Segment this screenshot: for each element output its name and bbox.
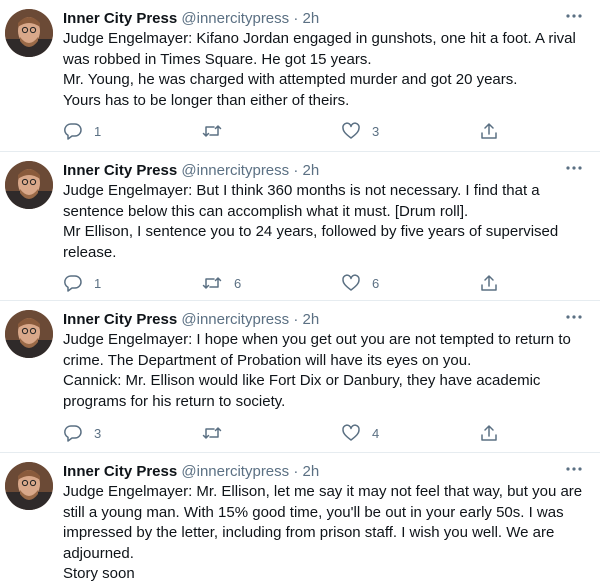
author-handle[interactable]: @innercitypress — [181, 10, 290, 27]
reply-icon — [63, 273, 83, 293]
share-icon — [479, 121, 499, 141]
author-name[interactable]: Inner City Press — [63, 463, 178, 480]
like-count: 6 — [372, 275, 380, 291]
tweet[interactable] — [0, 0, 600, 152]
tweet-line: Judge Engelmayer: Kifano Jordan engaged in gunshots, one hit a foot. A rival was robbed in Times Square. He got 15 years. — [63, 30, 576, 68]
reply-count: 1 — [94, 275, 102, 291]
tweet-line: Judge Engelmayer: But I think 360 months is not necessary. I find that a sentence below this can accomplish what it must. [Drum roll]. — [63, 182, 540, 220]
retweet-icon — [201, 423, 223, 443]
more-options-icon[interactable] — [564, 160, 584, 176]
author-handle[interactable]: @innercitypress — [181, 311, 290, 328]
avatar[interactable] — [5, 161, 53, 209]
retweet-icon — [201, 121, 223, 141]
tweet[interactable] — [0, 301, 600, 453]
like-button[interactable] — [341, 272, 379, 294]
like-count: 4 — [372, 425, 380, 441]
share-button[interactable] — [479, 422, 499, 444]
like-button[interactable] — [341, 120, 379, 142]
tweet-line: Mr. Young, he was charged with attempted murder and got 20 years. — [63, 71, 518, 88]
tweet-text — [63, 29, 583, 111]
like-count: 3 — [372, 123, 380, 139]
tweet[interactable] — [0, 453, 600, 588]
separator: · — [293, 311, 299, 328]
author-name[interactable]: Inner City Press — [63, 10, 178, 27]
tweet-line: Mr Ellison, I sentence you to 24 years, followed by five years of supervised release. — [63, 223, 559, 261]
tweet-header — [63, 462, 319, 482]
like-button[interactable] — [341, 422, 379, 444]
separator: · — [293, 10, 299, 27]
retweet-button[interactable] — [201, 120, 234, 142]
heart-icon — [341, 423, 361, 443]
retweet-button[interactable] — [201, 422, 234, 444]
tweet-text — [63, 482, 583, 585]
tweet-actions — [63, 120, 503, 142]
share-icon — [479, 273, 499, 293]
heart-icon — [341, 273, 361, 293]
tweet-header — [63, 9, 319, 29]
share-icon — [479, 423, 499, 443]
reply-count: 1 — [94, 123, 102, 139]
tweet-actions — [63, 272, 503, 294]
avatar[interactable] — [5, 310, 53, 358]
retweet-button[interactable] — [201, 272, 241, 294]
reply-button[interactable] — [63, 272, 101, 294]
tweet-line: Judge Engelmayer: Mr. Ellison, let me say it may not feel that way, but you are still a young man. With 15% good time, you'll be out in your early 50s. I was impressed by the letter, including from prison staff. I wish you well. We are adjourned. — [63, 483, 583, 562]
separator: · — [293, 463, 299, 480]
more-options-icon[interactable] — [564, 8, 584, 24]
timestamp[interactable]: 2h — [302, 162, 320, 179]
heart-icon — [341, 121, 361, 141]
tweet-header — [63, 310, 319, 330]
tweet-actions — [63, 422, 503, 444]
tweet-header — [63, 161, 319, 181]
timestamp[interactable]: 2h — [302, 311, 320, 328]
author-handle[interactable]: @innercitypress — [181, 162, 290, 179]
retweet-count: 6 — [234, 275, 242, 291]
tweet[interactable] — [0, 152, 600, 301]
share-button[interactable] — [479, 272, 499, 294]
more-options-icon[interactable] — [564, 309, 584, 325]
tweet-text — [63, 330, 583, 412]
separator: · — [293, 162, 299, 179]
tweet-line: Story soon — [63, 565, 135, 582]
avatar[interactable] — [5, 9, 53, 57]
tweet-line: Judge Engelmayer: I hope when you get out you are not tempted to return to crime. The Department of Probation will have its eyes on you. — [63, 331, 571, 369]
reply-icon — [63, 423, 83, 443]
tweet-line: Cannick: Mr. Ellison would like Fort Dix or Danbury, they have academic programs for his return to society. — [63, 372, 541, 410]
tweet-line: Yours has to be longer than either of theirs. — [63, 91, 350, 109]
reply-count: 3 — [94, 425, 102, 441]
avatar[interactable] — [5, 462, 53, 510]
timestamp[interactable]: 2h — [302, 463, 320, 480]
author-name[interactable]: Inner City Press — [63, 311, 178, 328]
reply-button[interactable] — [63, 422, 101, 444]
reply-button[interactable] — [63, 120, 101, 142]
tweet-text — [63, 181, 583, 263]
author-handle[interactable]: @innercitypress — [181, 463, 290, 480]
retweet-icon — [201, 273, 223, 293]
share-button[interactable] — [479, 120, 499, 142]
timestamp[interactable]: 2h — [302, 10, 320, 27]
author-name[interactable]: Inner City Press — [63, 162, 178, 179]
reply-icon — [63, 121, 83, 141]
more-options-icon[interactable] — [564, 461, 584, 477]
